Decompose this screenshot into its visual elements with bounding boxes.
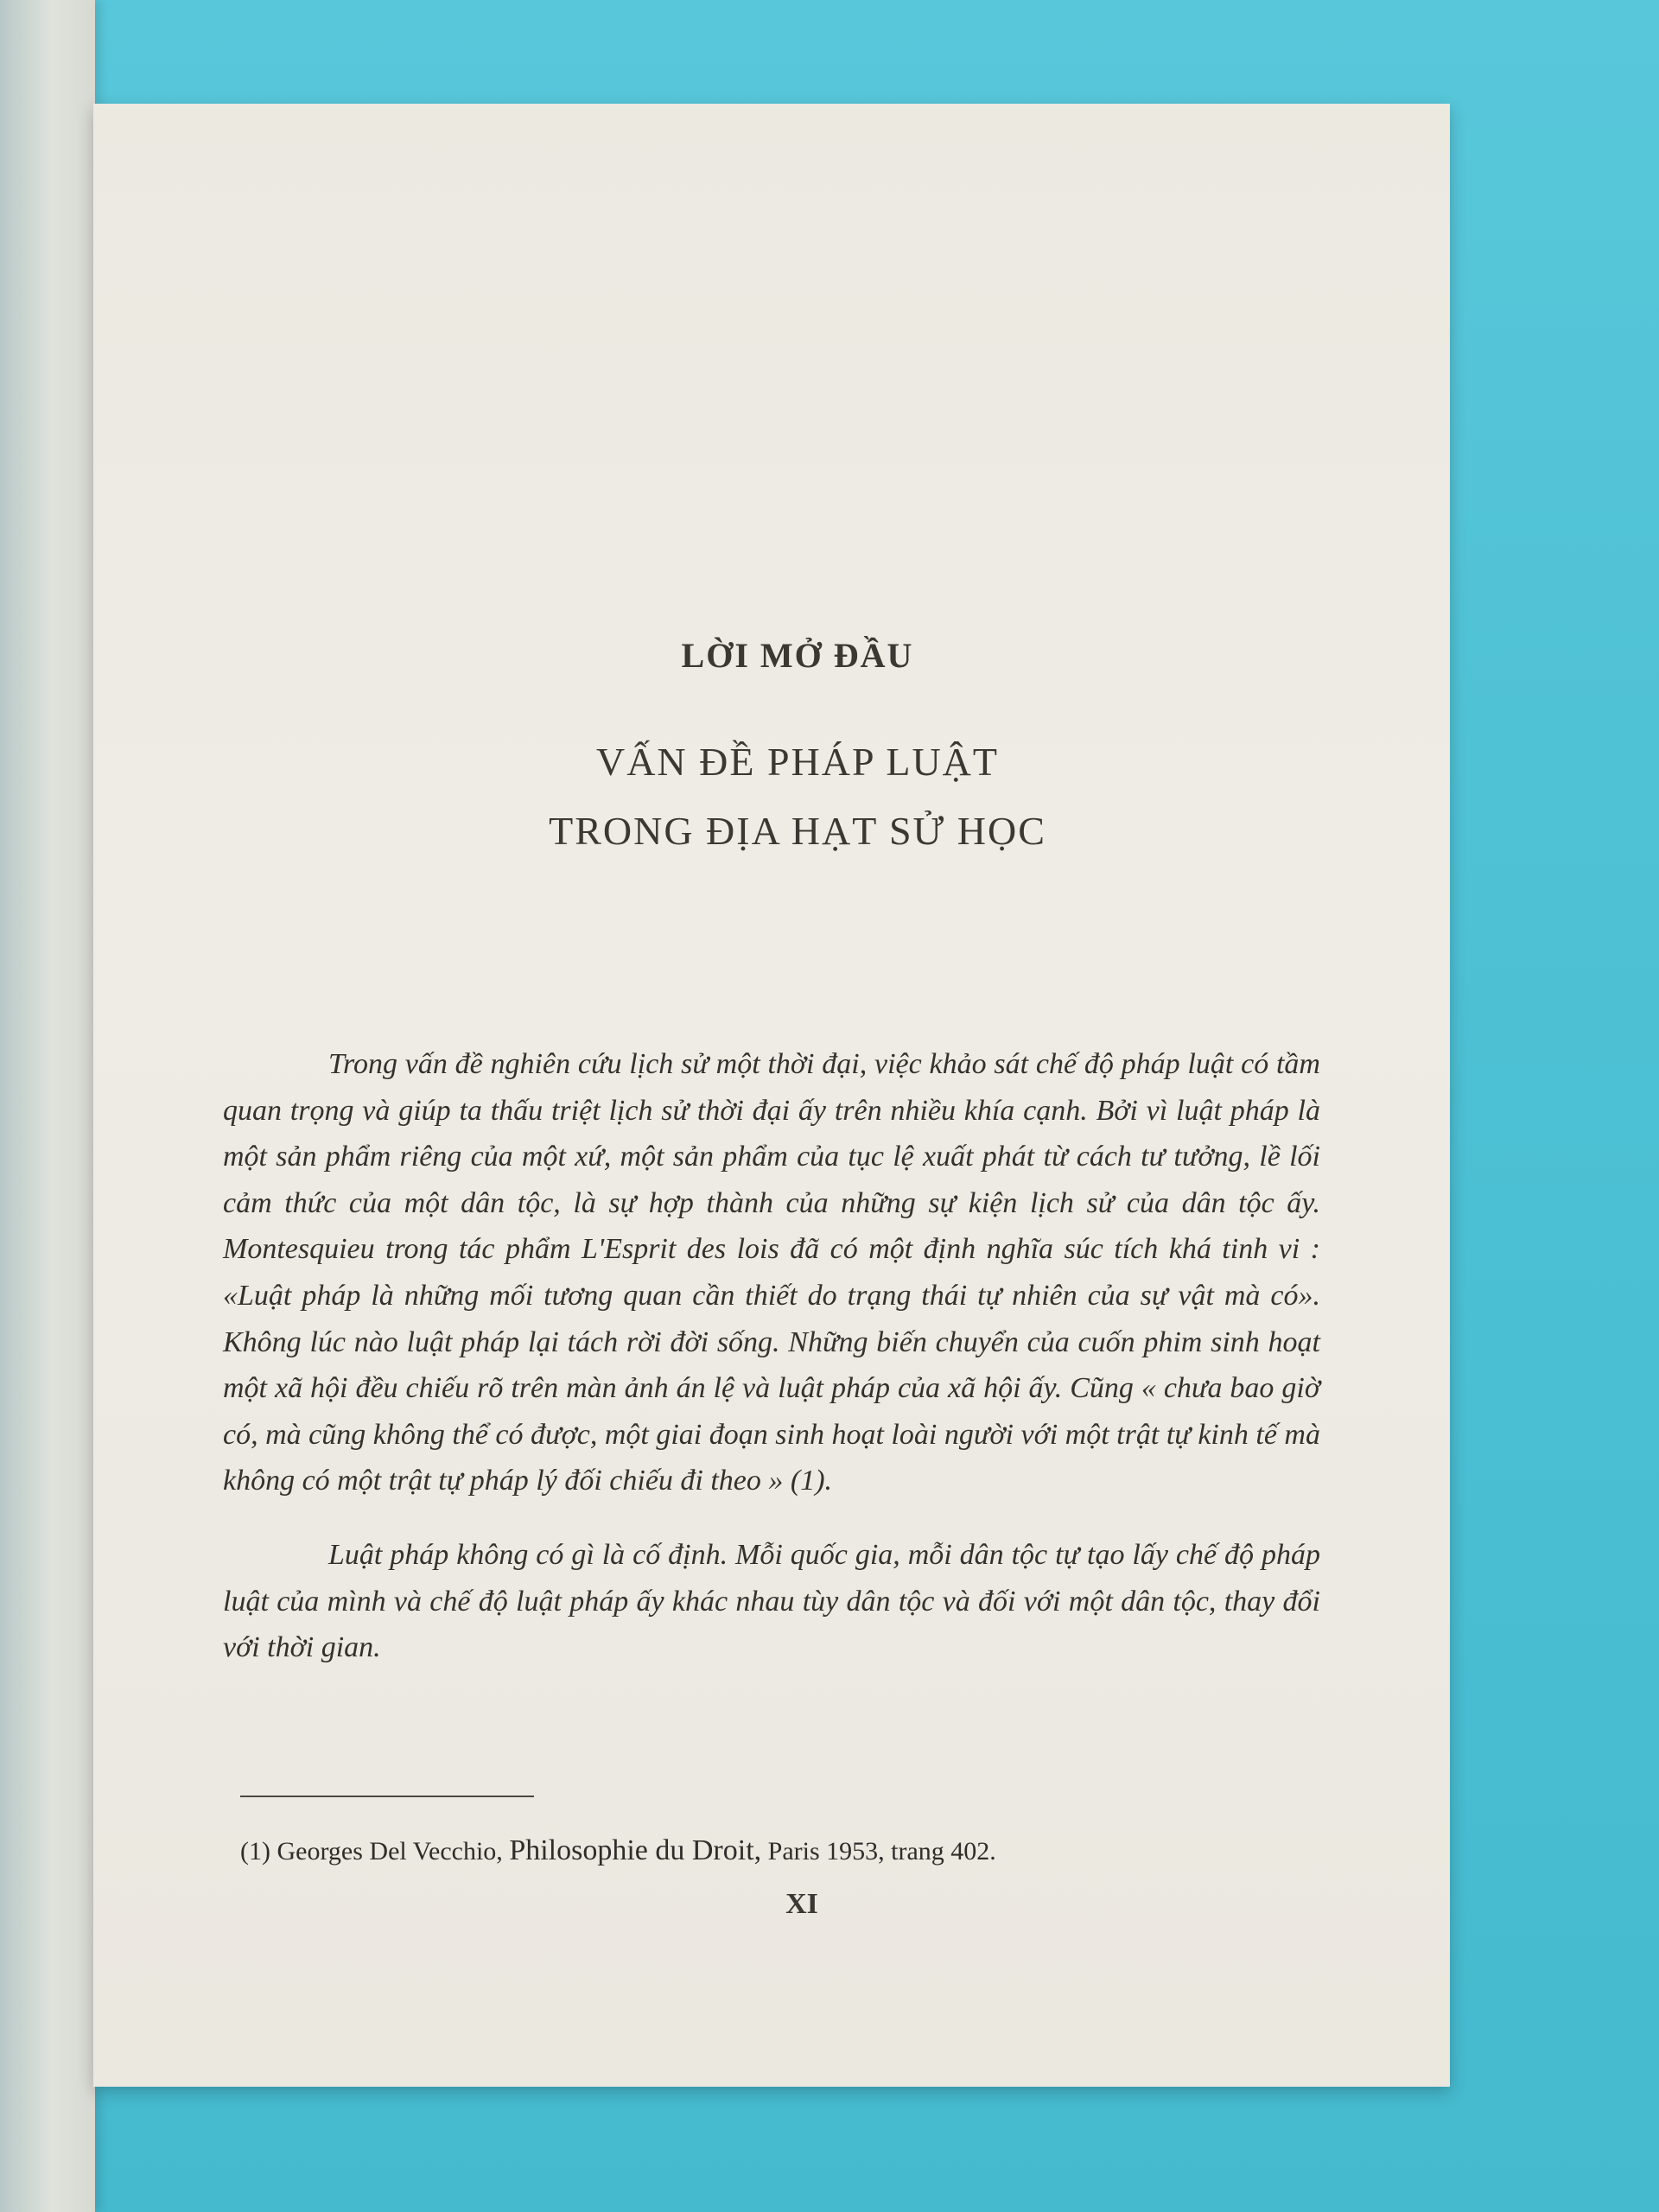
footnote-author: Georges Del Vecchio, (276, 1837, 503, 1866)
page-number: XI (785, 1888, 818, 1920)
title-line-2: TRONG ĐỊA HẠT SỬ HỌC (549, 809, 1046, 853)
footnote-details: Paris 1953, trang 402. (767, 1837, 996, 1866)
footnote-work: Philosophie du Droit, (509, 1834, 762, 1866)
footnote (240, 1834, 1346, 1867)
footnote-divider (240, 1796, 534, 1797)
title-line-1: VẤN ĐỀ PHÁP LUẬT (595, 740, 999, 784)
left-page-stack (0, 0, 95, 2212)
chapter-label: LỜI MỞ ĐẦU (681, 636, 914, 675)
footnote-marker: (1) (240, 1837, 270, 1866)
body-text (223, 1041, 1320, 1671)
book-page (93, 104, 1450, 2087)
paragraph-1: Trong vấn đề nghiên cứu lịch sử một thời đại, việc khảo sát chế độ pháp luật có tầm quan trọng và giúp ta thấu triệt lịch sử thời đại ấy trên nhiều khía cạnh. Bởi vì luật pháp là một sản phẩm riêng của một xứ, một sản phẩm của tục lệ xuất phát từ cách tư tưởng, lề lối cảm thức của một dân tộc, là sự hợp thành của những sự kiện lịch sử của dân tộc ấy. Montesquieu trong tác phẩm L'Esprit des lois đã có một định nghĩa súc tích khá tinh vi : «Luật pháp là những mối tương quan cần thiết do trạng thái tự nhiên của sự vật mà có». Không lúc nào luật pháp lại tách rời đời sống. Những biến chuyển của cuốn phim sinh hoạt một xã hội đều chiếu rõ trên màn ảnh án lệ và luật pháp của xã hội ấy. Cũng « chưa bao giờ có, mà cũng không thể có được, một giai đoạn sinh hoạt loài người với một trật tự kinh tế mà không có một trật tự pháp lý đối chiếu đi theo » (1). (223, 1048, 1320, 1497)
paragraph-2: Luật pháp không có gì là cố định. Mỗi quốc gia, mỗi dân tộc tự tạo lấy chế độ pháp luật của mình và chế độ luật pháp ấy khác nhau tùy dân tộc và đối với một dân tộc, thay đổi với thời gian. (223, 1538, 1320, 1664)
